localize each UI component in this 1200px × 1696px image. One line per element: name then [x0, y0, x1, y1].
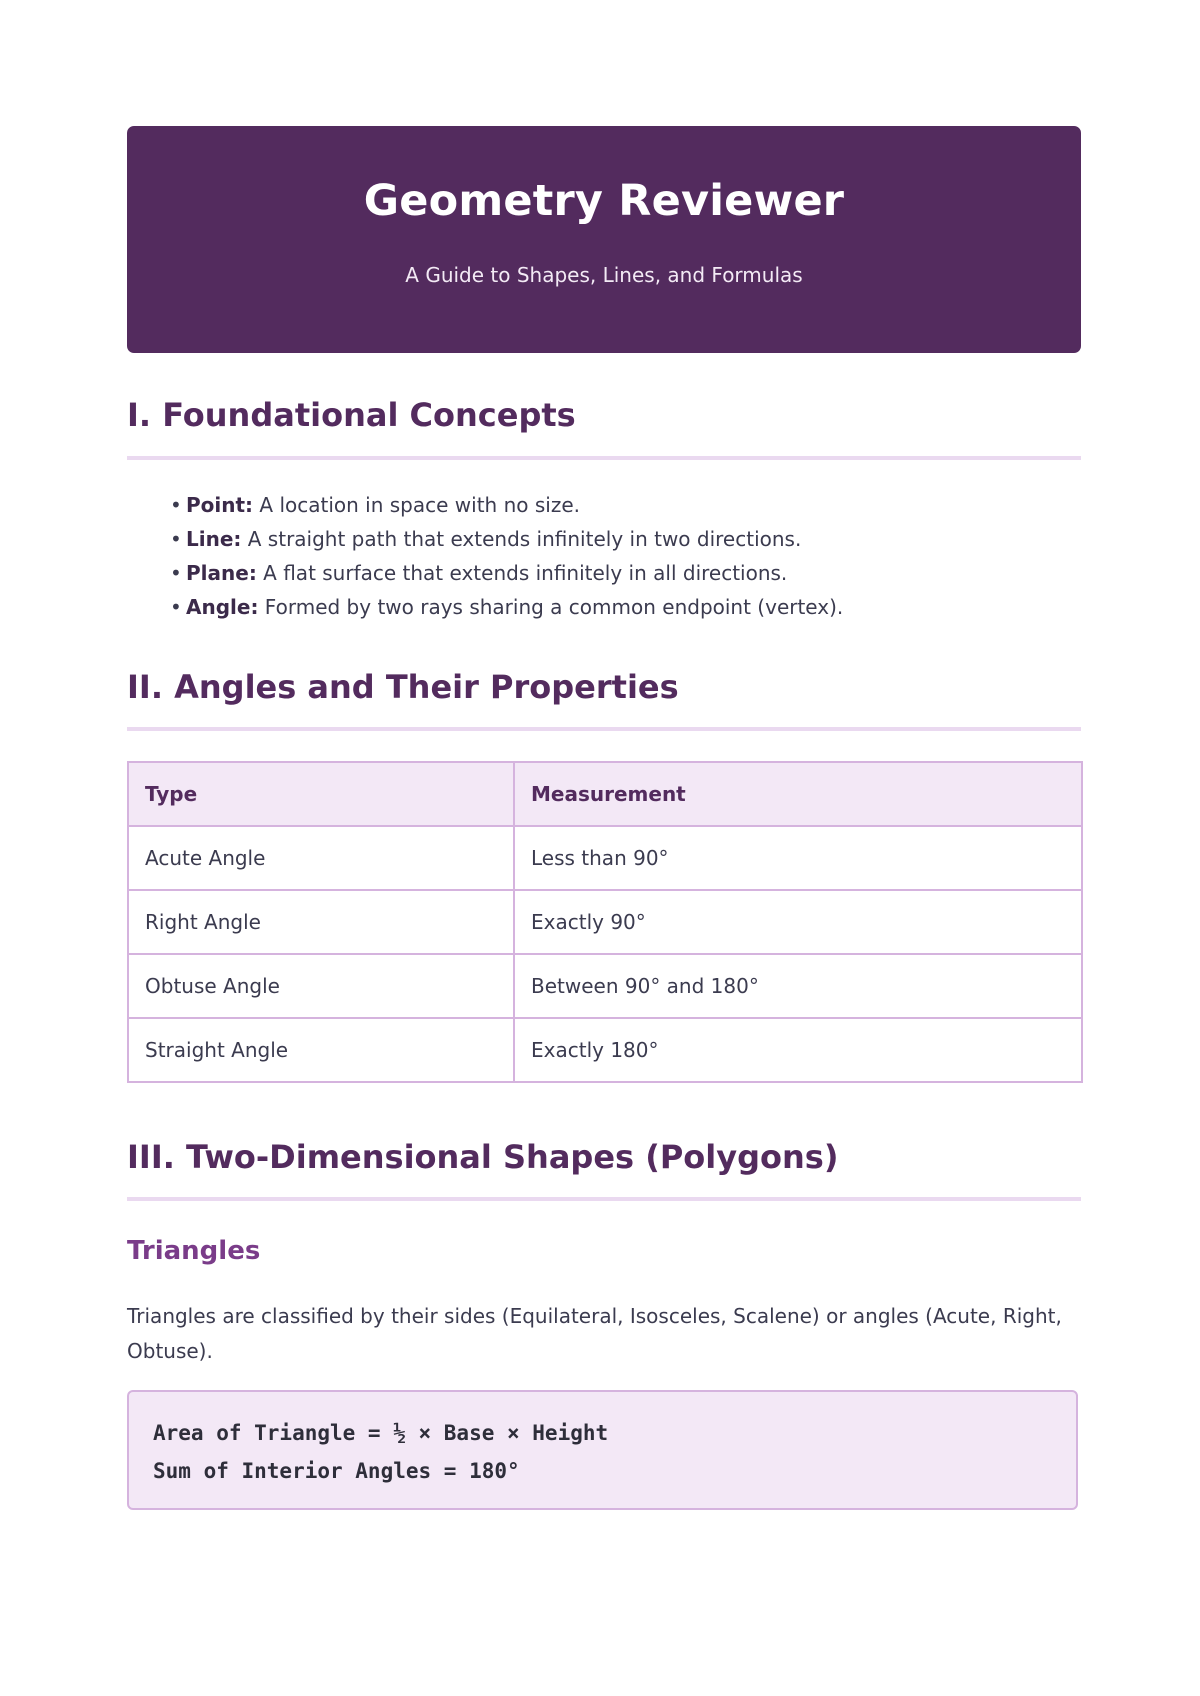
concept-term: Point:	[186, 493, 254, 517]
triangles-description: Triangles are classified by their sides (Equilateral, Isosceles, Scalene) or angles (Acute, Right, Obtuse).	[127, 1304, 1062, 1363]
bullet-icon: •	[170, 595, 182, 619]
table-cell: Between 90° and 180°	[514, 954, 1082, 1018]
table-cell: Exactly 180°	[514, 1018, 1082, 1082]
formula-box	[127, 1390, 1078, 1510]
table-cell: Less than 90°	[514, 826, 1082, 890]
section-title-polygons: III. Two-Dimensional Shapes (Polygons)	[127, 1138, 839, 1176]
title-banner	[127, 126, 1081, 353]
bullet-icon: •	[170, 493, 182, 517]
table-cell: Obtuse Angle	[128, 954, 514, 1018]
concept-definition: A location in space with no size.	[253, 493, 580, 517]
concepts-list	[170, 488, 843, 624]
section-divider	[127, 1197, 1081, 1201]
concept-term: Plane:	[186, 561, 257, 585]
formula-line: Sum of Interior Angles = 180°	[153, 1459, 520, 1483]
list-item	[170, 556, 843, 590]
section-title-angles: II. Angles and Their Properties	[127, 668, 679, 706]
subheading-triangles: Triangles	[127, 1236, 261, 1266]
table-row	[128, 890, 1082, 954]
concept-definition: Formed by two rays sharing a common endpoint (vertex).	[258, 595, 844, 619]
table-cell: Straight Angle	[128, 1018, 514, 1082]
bullet-icon: •	[170, 527, 182, 551]
list-item	[170, 522, 843, 556]
table-row	[128, 826, 1082, 890]
table-header-row	[128, 762, 1082, 826]
formula-line: Area of Triangle = ½ × Base × Height	[153, 1421, 609, 1445]
table-row	[128, 954, 1082, 1018]
bullet-icon: •	[170, 561, 182, 585]
section-divider	[127, 727, 1081, 731]
list-item	[170, 488, 843, 522]
column-header-type: Type	[128, 762, 514, 826]
table-cell: Acute Angle	[128, 826, 514, 890]
angles-table	[127, 761, 1083, 1083]
section-divider	[127, 456, 1081, 460]
concept-term: Line:	[186, 527, 242, 551]
list-item	[170, 590, 843, 624]
document-title: Geometry Reviewer	[363, 176, 845, 226]
table-cell: Right Angle	[128, 890, 514, 954]
concept-definition: A straight path that extends infinitely in two directions.	[241, 527, 802, 551]
concept-term: Angle:	[186, 595, 259, 619]
section-title-foundational: I. Foundational Concepts	[127, 396, 576, 434]
concept-definition: A flat surface that extends infinitely in all directions.	[256, 561, 788, 585]
column-header-measurement: Measurement	[514, 762, 1082, 826]
table-cell: Exactly 90°	[514, 890, 1082, 954]
table-row	[128, 1018, 1082, 1082]
document-subtitle: A Guide to Shapes, Lines, and Formulas	[405, 263, 803, 287]
